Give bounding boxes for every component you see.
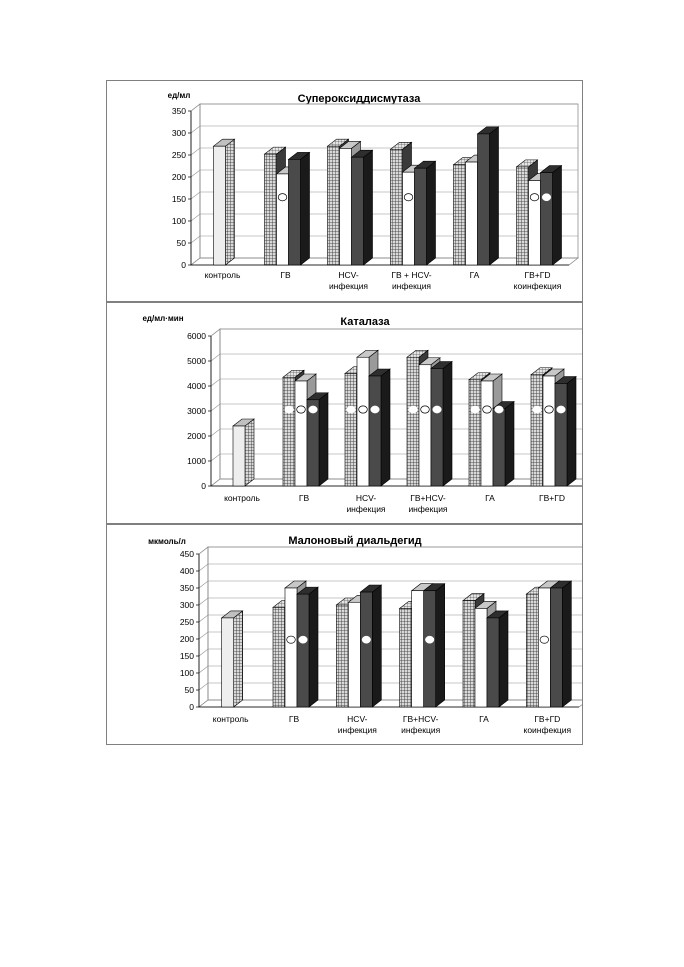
plot-area — [172, 104, 578, 291]
x-tick-label-line: инфекция — [408, 504, 448, 514]
gridline — [199, 649, 582, 656]
x-tick-label-line: HCV- — [347, 714, 368, 724]
bar-white-front — [538, 588, 550, 707]
bar-white-front — [481, 381, 493, 486]
bar-dark-front — [493, 409, 505, 487]
bar-control-side — [245, 419, 254, 486]
y-tick-label: 5000 — [187, 356, 206, 366]
bar-control — [214, 139, 235, 265]
x-tick-label-line: инфекция — [346, 504, 386, 514]
y-tick-label: 350 — [171, 106, 186, 116]
gridline — [211, 354, 582, 361]
y-tick-label: 150 — [171, 194, 186, 204]
bar-white-front — [357, 357, 369, 486]
y-tick-label: 100 — [179, 668, 194, 678]
x-tick-label — [224, 493, 260, 503]
bar-control — [233, 419, 254, 486]
chart-catalase — [107, 303, 582, 525]
plot-area — [180, 547, 582, 735]
x-tick-label — [514, 270, 562, 291]
bar-patterned-front — [336, 605, 348, 707]
y-axis-label: мкмоль/л — [148, 537, 186, 546]
y-tick-label: 150 — [179, 651, 194, 661]
bar-dark-side — [427, 161, 436, 265]
y-axis-label: ед/мл·мин — [142, 314, 184, 323]
bar-dark-front — [297, 594, 309, 707]
bar-dark-side — [562, 581, 571, 707]
marker-open — [483, 406, 492, 413]
x-tick-label — [299, 493, 310, 503]
bar-patterned-front — [273, 607, 285, 707]
marker-filled — [542, 194, 551, 201]
bar-dark — [360, 585, 381, 707]
marker-open — [530, 194, 539, 201]
marker-filled — [347, 406, 356, 413]
bar-dark — [478, 127, 499, 265]
bar-white-front — [419, 365, 431, 486]
marker-filled — [533, 406, 542, 413]
bar-patterned-front — [328, 146, 340, 265]
y-tick-label: 200 — [171, 172, 186, 182]
bar-white-front — [466, 162, 478, 265]
bar-dark-front — [478, 134, 490, 265]
bar-dark-side — [301, 152, 310, 265]
panel-catalase — [107, 301, 582, 525]
marker-open — [278, 194, 287, 201]
gridline — [199, 666, 582, 673]
x-tick-label — [391, 270, 431, 291]
x-tick-label-line: коинфекция — [513, 281, 562, 291]
y-tick-label: 50 — [176, 238, 186, 248]
marker-filled — [433, 406, 442, 413]
bar-dark-side — [364, 150, 373, 265]
bar-dark — [352, 150, 373, 265]
bar-white-front — [529, 181, 541, 265]
bar-control — [222, 611, 243, 707]
gridline — [199, 615, 582, 622]
bar-dark-front — [431, 369, 443, 487]
y-tick-label: 50 — [184, 685, 194, 695]
bar-white-front — [285, 588, 297, 707]
x-tick-label-line: ГВ+HCV- — [410, 493, 446, 503]
marker-filled — [495, 406, 504, 413]
floor — [199, 700, 582, 707]
x-tick-label-line: инфекция — [337, 725, 377, 735]
bar-patterned-front — [407, 357, 419, 486]
x-tick-label-line: ГВ — [280, 270, 291, 280]
bar-white-front — [348, 602, 360, 707]
x-tick-label — [408, 493, 447, 514]
x-tick-label — [329, 270, 368, 291]
x-tick-label — [213, 714, 249, 724]
y-tick-label: 400 — [179, 566, 194, 576]
x-tick-label — [338, 714, 377, 735]
bar-dark-front — [289, 159, 301, 265]
bar-dark-side — [319, 393, 328, 486]
x-tick-label-line: контроль — [212, 714, 249, 724]
bar-dark-side — [499, 611, 508, 707]
y-axis-label: ед/мл — [167, 91, 191, 100]
y-tick-label: 250 — [179, 617, 194, 627]
bar-dark — [555, 377, 576, 487]
x-tick-label-line: HCV- — [355, 493, 377, 503]
y-tick-label: 250 — [171, 150, 186, 160]
bar-dark-front — [369, 376, 381, 486]
x-tick-label-line: коинфекция — [523, 725, 572, 735]
bar-dark-front — [550, 588, 562, 707]
y-tick-label: 300 — [179, 600, 194, 610]
y-tick-label: 1000 — [187, 456, 206, 466]
y-tick-label: 300 — [171, 128, 186, 138]
x-tick-label — [524, 714, 572, 735]
marker-filled — [299, 636, 308, 643]
bar-dark-side — [436, 584, 445, 707]
chart-sod — [107, 81, 582, 301]
x-tick-label-line: HCV- — [338, 270, 359, 280]
gridline — [191, 104, 578, 111]
gridline — [211, 454, 582, 461]
marker-filled — [557, 406, 566, 413]
x-tick-label-line: ГА — [485, 493, 495, 503]
marker-filled — [309, 406, 318, 413]
marker-open — [421, 406, 430, 413]
x-tick-label-line: ГВ + HCV- — [391, 270, 432, 280]
bar-dark-side — [443, 362, 452, 487]
bar-dark-front — [487, 618, 499, 707]
bar-dark-side — [381, 369, 390, 486]
bar-control-front — [214, 146, 226, 265]
bar-dark — [487, 611, 508, 707]
gridline — [199, 564, 582, 571]
marker-open — [540, 636, 549, 643]
plot-area — [187, 329, 582, 514]
y-tick-label: 350 — [179, 583, 194, 593]
bar-dark — [431, 362, 452, 487]
chart-mda — [107, 525, 582, 746]
bar-dark-side — [553, 166, 562, 265]
marker-filled — [471, 406, 480, 413]
x-tick-label-line: ГВ — [288, 714, 300, 724]
y-tick-label: 200 — [179, 634, 194, 644]
y-tick-label: 0 — [201, 481, 206, 491]
y-tick-label: 3000 — [187, 406, 206, 416]
bar-dark-front — [541, 173, 553, 265]
y-tick-label: 100 — [171, 216, 186, 226]
bar-patterned-front — [391, 149, 403, 265]
gridline — [199, 683, 582, 690]
chart-title: Малоновый диальдегид — [288, 535, 422, 547]
y-tick-label: 0 — [181, 260, 186, 270]
side-wall — [199, 547, 208, 707]
chart-title: Каталаза — [340, 316, 390, 328]
figure-frame — [106, 80, 583, 745]
x-tick-label-line: инфекция — [401, 725, 441, 735]
bar-dark — [297, 587, 318, 707]
side-wall — [191, 104, 200, 265]
bar-dark-front — [352, 157, 364, 265]
gridline — [191, 126, 578, 133]
bar-dark-front — [555, 384, 567, 487]
bar-patterned-front — [526, 594, 538, 707]
gridline — [199, 632, 582, 639]
marker-open — [359, 406, 368, 413]
marker-filled — [362, 636, 371, 643]
y-tick-label: 0 — [189, 702, 194, 712]
gridline — [199, 581, 582, 588]
x-tick-label-line: ГВ+ГD — [524, 270, 551, 280]
gridline — [199, 598, 582, 605]
x-tick-label-line: контроль — [224, 493, 260, 503]
bar-dark — [415, 161, 436, 265]
bar-dark-front — [424, 591, 436, 707]
x-tick-label — [470, 270, 480, 280]
bar-patterned-front — [531, 375, 543, 486]
x-tick-label — [346, 493, 385, 514]
x-tick-label-line: ГВ — [298, 493, 310, 503]
x-tick-label — [205, 270, 241, 280]
y-tick-label: 6000 — [187, 331, 206, 341]
gridline — [191, 148, 578, 155]
y-tick-label: 2000 — [187, 431, 206, 441]
marker-open — [287, 636, 296, 643]
bar-white-front — [403, 172, 415, 265]
panel-sod — [107, 81, 582, 301]
bar-patterned-front — [345, 374, 357, 487]
y-tick-label: 450 — [179, 549, 194, 559]
x-tick-label-line: инфекция — [328, 281, 369, 291]
bar-dark-side — [567, 377, 576, 487]
x-tick-label-line: ГВ+ГD — [539, 493, 565, 503]
marker-filled — [371, 406, 380, 413]
bar-control-front — [222, 618, 234, 707]
bar-control-side — [234, 611, 243, 707]
x-tick-label — [401, 714, 440, 735]
marker-filled — [409, 406, 418, 413]
bar-patterned-front — [469, 380, 481, 486]
y-tick-label: 4000 — [187, 381, 206, 391]
x-tick-label-line: ГА — [479, 714, 489, 724]
gridline — [211, 404, 582, 411]
bar-white-front — [340, 148, 352, 265]
back-wall — [208, 547, 582, 700]
marker-filled — [425, 636, 434, 643]
marker-filled — [285, 406, 294, 413]
x-tick-label-line: ГВ+HCV- — [402, 714, 439, 724]
bar-dark — [289, 152, 310, 265]
bar-dark — [541, 166, 562, 265]
marker-open — [404, 194, 413, 201]
gridline — [211, 379, 582, 386]
marker-open — [297, 406, 306, 413]
bar-patterned-front — [454, 165, 466, 265]
bar-dark — [550, 581, 571, 707]
bar-dark — [369, 369, 390, 486]
bar-white-front — [412, 591, 424, 707]
bar-white-front — [475, 608, 487, 707]
bar-white-front — [277, 174, 289, 265]
bar-dark-front — [360, 592, 372, 707]
marker-open — [545, 406, 554, 413]
panel-mda — [107, 523, 582, 746]
bar-patterned-front — [463, 601, 475, 707]
bar-control-front — [233, 426, 245, 486]
x-tick-label-line: ГВ+ГD — [534, 714, 561, 724]
x-tick-label — [485, 493, 495, 503]
bar-dark-front — [415, 168, 427, 265]
chart-title: Супероксиддисмутаза — [297, 93, 421, 105]
bar-patterned-front — [517, 167, 529, 265]
bar-white-front — [543, 376, 555, 486]
bar-dark-side — [372, 585, 381, 707]
bar-dark — [424, 584, 445, 707]
bar-dark-side — [490, 127, 499, 265]
x-tick-label — [479, 714, 489, 724]
x-tick-label-line: ГА — [469, 270, 480, 280]
bar-dark-side — [309, 587, 318, 707]
bar-control-side — [226, 139, 235, 265]
bar-dark — [493, 402, 514, 487]
bar-patterned-front — [400, 608, 412, 707]
floor — [211, 479, 582, 486]
bar-white-front — [295, 381, 307, 486]
x-tick-label — [289, 714, 300, 724]
bar-dark-side — [505, 402, 514, 487]
x-tick-label-line: инфекция — [391, 281, 432, 291]
gridline — [211, 429, 582, 436]
bar-patterned-front — [283, 377, 295, 486]
gridline — [211, 329, 582, 336]
bar-patterned-front — [265, 154, 277, 265]
x-tick-label — [539, 493, 565, 503]
x-tick-label — [280, 270, 291, 280]
gridline — [199, 547, 582, 554]
x-tick-label-line: контроль — [204, 270, 241, 280]
